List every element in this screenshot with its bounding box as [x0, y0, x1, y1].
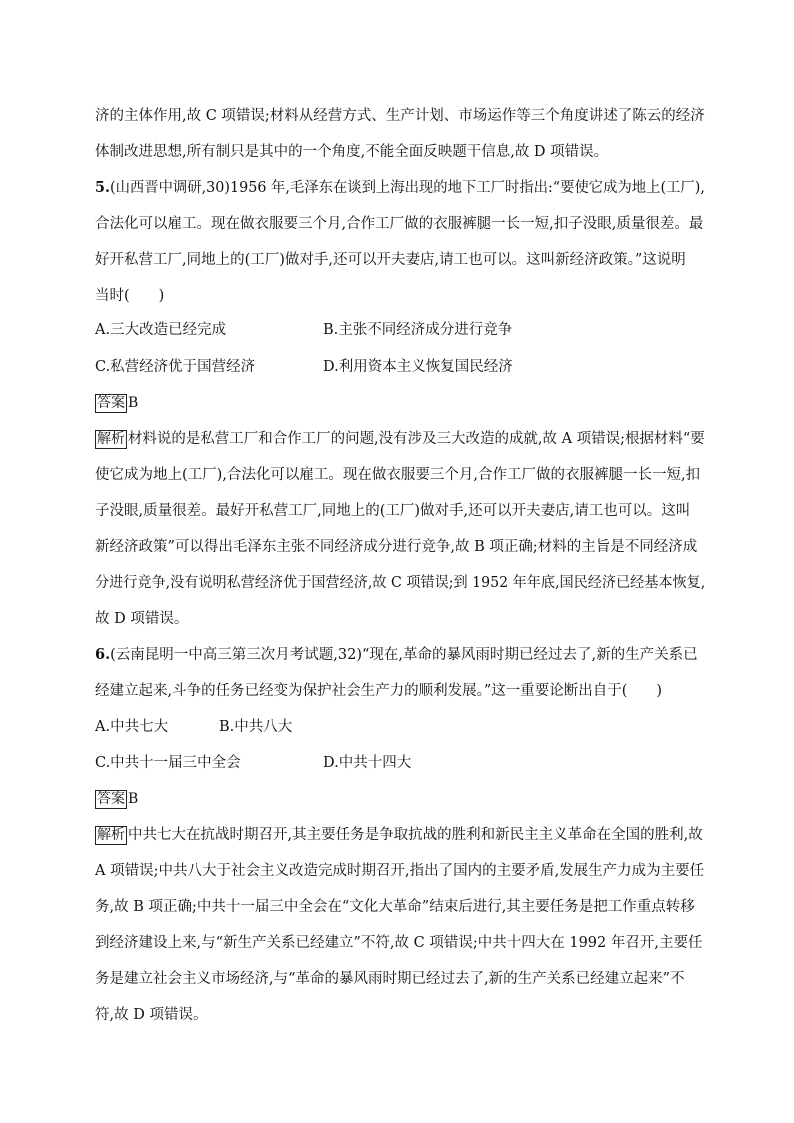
question-6-answer: B	[128, 791, 139, 807]
question-5-option-b: B.主张不同经济成分进行竞争	[323, 322, 513, 338]
question-5-analysis-line-2: 使它成为地上(工厂),合法化可以雇工。现在做衣服要三个月,合作工厂做的衣服裤腿一长一短,扣	[95, 467, 701, 483]
question-6-answer-line	[95, 789, 138, 809]
question-5-stem-1: (山西晋中调研,30)1956 年,毛泽东在谈到上海出现的地下工厂时指出:“要使它成为地上(工厂),	[109, 180, 705, 196]
question-6-analysis-line-1	[95, 825, 703, 845]
question-6-analysis-line-2: A 项错误;中共八大于社会主义改造完成时期召开,指出了国内的主要矛盾,发展生产力成为主要任	[95, 863, 705, 879]
question-5-stem-2: 合法化可以雇工。现在做衣服要三个月,合作工厂做的衣服裤腿一长一短,扣子没眼,质量很差。最	[95, 216, 704, 232]
question-5-answer-line	[95, 393, 138, 413]
analysis-tag: 解析	[97, 827, 125, 843]
question-6-option-c: C.中共十一届三中全会	[95, 755, 241, 771]
analysis-tag: 解析	[96, 431, 125, 447]
question-5-option-d: D.利用资本主义恢复国民经济	[323, 359, 513, 375]
question-6-option-d: D.中共十四大	[323, 755, 412, 771]
question-5-stem-3: 好开私营工厂,同地上的(工厂)做对手,还可以开夫妻店,请工也可以。这叫新经济政策。”这说明	[95, 252, 686, 268]
question-6-option-b: B.中共八大	[219, 719, 293, 735]
prev-analysis-line-2: 体制改进思想,所有制只是其中的一个角度,不能全面反映题干信息,故 D 项错误。	[95, 144, 609, 160]
question-6-option-a: A.中共七大	[95, 719, 169, 735]
question-5-analysis-line-5: 分进行竞争,没有说明私营经济优于国营经济,故 C 项错误;到 1952 年年底,国民经济已经基本恢复,	[95, 575, 706, 591]
question-5-analysis-line-1	[95, 429, 705, 449]
question-5-analysis-text-1: 材料说的是私营工厂和合作工厂的问题,没有涉及三大改造的成就,故 A 项错误;根据材料“要	[127, 431, 705, 447]
question-6-analysis-line-6: 符,故 D 项错误。	[95, 1007, 208, 1023]
question-5-option-c: C.私营经济优于国营经济	[95, 359, 256, 375]
question-5-stem-4: 当时( )	[95, 288, 165, 304]
answer-tag: 答案	[97, 791, 125, 807]
question-6-analysis-text-1: 中共七大在抗战时期召开,其主要任务是争取抗战的胜利和新民主主义革命在全国的胜利,故	[128, 827, 703, 843]
answer-tag: 答案	[97, 395, 125, 411]
question-6-analysis-line-5: 务是建立社会主义市场经济,与“革命的暴风雨时期已经过去了,新的生产关系已经建立起来”不	[95, 971, 685, 987]
question-5-line-1	[95, 178, 705, 198]
question-6-number: 6.	[95, 646, 111, 663]
question-6-stem-2: 经建立起来,斗争的任务已经变为保护社会生产力的顺利发展。”这一重要论断出自于( )	[95, 683, 663, 699]
question-6-stem-1: (云南昆明一中高三第三次月考试题,32)“现在,革命的暴风雨时期已经过去了,新的生产关系已	[110, 647, 698, 663]
question-6-analysis-line-4: 到经济建设上来,与“新生产关系已经建立”不符,故 C 项错误;中共十四大在 1992 年召开,主要任	[95, 935, 703, 951]
question-5-analysis-line-4: 新经济政策”可以得出毛泽东主张不同经济成分进行竞争,故 B 项正确;材料的主旨是不同经济成	[95, 539, 698, 555]
question-5-number: 5.	[95, 179, 110, 196]
question-6-analysis-line-3: 务,故 B 项正确;中共十一届三中全会在“文化大革命”结束后进行,其主要任务是把工作重点转移	[95, 899, 695, 915]
question-5-answer: B	[128, 395, 139, 411]
question-5-analysis-line-3: 子没眼,质量很差。最好开私营工厂,同地上的(工厂)做对手,还可以开夫妻店,请工也可以。这叫	[95, 503, 691, 519]
question-5-option-a: A.三大改造已经完成	[95, 322, 227, 338]
question-5-analysis-line-6: 故 D 项错误。	[95, 611, 189, 627]
question-6-line-1	[95, 645, 698, 665]
prev-analysis-line-1: 济的主体作用,故 C 项错误;材料从经营方式、生产计划、市场运作等三个角度讲述了陈云的经济	[95, 108, 705, 124]
